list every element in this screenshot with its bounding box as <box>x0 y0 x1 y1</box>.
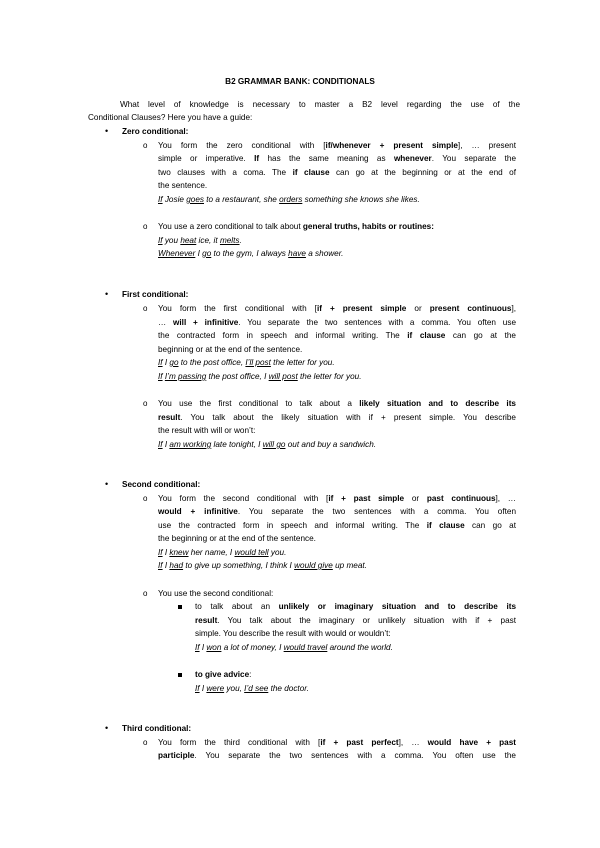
second-use-sub2-example-1: If I were you, I’d see the doctor. <box>195 684 309 693</box>
page-title: B2 GRAMMAR BANK: CONDITIONALS <box>225 77 375 86</box>
zero-use-example-1: If you heat ice, it melts. <box>158 236 242 245</box>
second-use-sub1-line-1: to talk about an unlikely or imaginary situation and to describe its <box>195 602 516 611</box>
second-form-line-3: use the contracted form in speech and informal writing. The if clause can go at <box>158 521 516 530</box>
zero-form-example-1: If Josie goes to a restaurant, she orders something she knows she likes. <box>158 195 420 204</box>
first-use-line-2: result. You talk about the likely situation with if + present simple. You describe <box>158 413 516 422</box>
first-use-line-1: You use the first conditional to talk about a likely situation and to describe its <box>158 399 516 408</box>
second-form-example-1: If I knew her name, I would tell you. <box>158 548 287 557</box>
zero-form-line-3: two clauses with a coma. The if clause can go at the beginning or at the end of <box>158 168 516 177</box>
first-form-example-1: If I go to the post office, I’ll post the letter for you. <box>158 358 335 367</box>
third-form-marker: o <box>143 738 148 747</box>
second-use-sub1-line-2: result. You talk about the imaginary or unlikely situation with if + past <box>195 616 516 625</box>
zero-use-marker: o <box>143 222 148 231</box>
first-form-line-1: You form the first conditional with [if + present simple or present continuous], <box>158 304 517 313</box>
third-heading: Third conditional: <box>122 724 192 733</box>
intro-line-2: Conditional Clauses? Here you have a guide: <box>88 113 253 122</box>
second-use-sub2-line-1: to give advice: <box>195 670 252 679</box>
bullet-second: • <box>105 479 109 489</box>
second-form-line-1: You form the second conditional with [if + past simple or past continuous], … <box>158 494 516 503</box>
first-form-line-4: beginning or at the end of the sentence. <box>158 345 303 354</box>
second-use-marker: o <box>143 589 148 598</box>
first-use-line-3: the result with will or won’t: <box>158 426 256 435</box>
second-use-sub1-line-3: simple. You describe the result with would or wouldn’t: <box>195 629 391 638</box>
first-use-example-1: If I am working late tonight, I will go out and buy a sandwich. <box>158 440 377 449</box>
second-use-sub2-marker <box>178 673 182 677</box>
bullet-zero: • <box>105 126 109 136</box>
zero-heading: Zero conditional: <box>122 127 189 136</box>
bullet-third: • <box>105 723 109 733</box>
third-form-line-1: You form the third conditional with [if + past perfect], … would have + past <box>158 738 516 747</box>
zero-form-line-2: simple or imperative. If has the same meaning as whenever. You separate the <box>158 154 516 163</box>
second-form-marker: o <box>143 494 148 503</box>
zero-form-line-1: You form the zero conditional with [if/whenever + present simple], … present <box>158 141 516 150</box>
intro-line-1: What level of knowledge is necessary to master a B2 level regarding the use of the <box>120 100 520 109</box>
second-heading: Second conditional: <box>122 480 201 489</box>
zero-form-line-4: the sentence. <box>158 181 208 190</box>
second-form-example-2: If I had to give up something, I think I would give up meat. <box>158 561 367 570</box>
zero-use-example-2: Whenever I go to the gym, I always have a shower. <box>158 249 344 258</box>
bullet-first: • <box>105 289 109 299</box>
second-use-sub1-marker <box>178 605 182 609</box>
zero-form-marker: o <box>143 141 148 150</box>
first-form-line-2: … will + infinitive. You separate the two sentences with a comma. You often use <box>158 318 516 327</box>
first-heading: First conditional: <box>122 290 189 299</box>
second-use-line-1: You use the second conditional: <box>158 589 274 598</box>
third-form-line-2: participle. You separate the two sentences with a comma. You often use the <box>158 751 516 760</box>
first-form-line-3: the contracted form in speech and informal writing. The if clause can go at the <box>158 331 516 340</box>
second-form-line-2: would + infinitive. You separate the two sentences with a comma. You often <box>158 507 517 516</box>
first-form-marker: o <box>143 304 148 313</box>
second-use-sub1-example-1: If I won a lot of money, I would travel around the world. <box>195 643 393 652</box>
first-use-marker: o <box>143 399 148 408</box>
second-form-line-4: the beginning or at the end of the sentence. <box>158 534 316 543</box>
first-form-example-2: If I’m passing the post office, I will post the letter for you. <box>158 372 362 381</box>
zero-use-line-1: You use a zero conditional to talk about general truths, habits or routines: <box>158 222 434 231</box>
